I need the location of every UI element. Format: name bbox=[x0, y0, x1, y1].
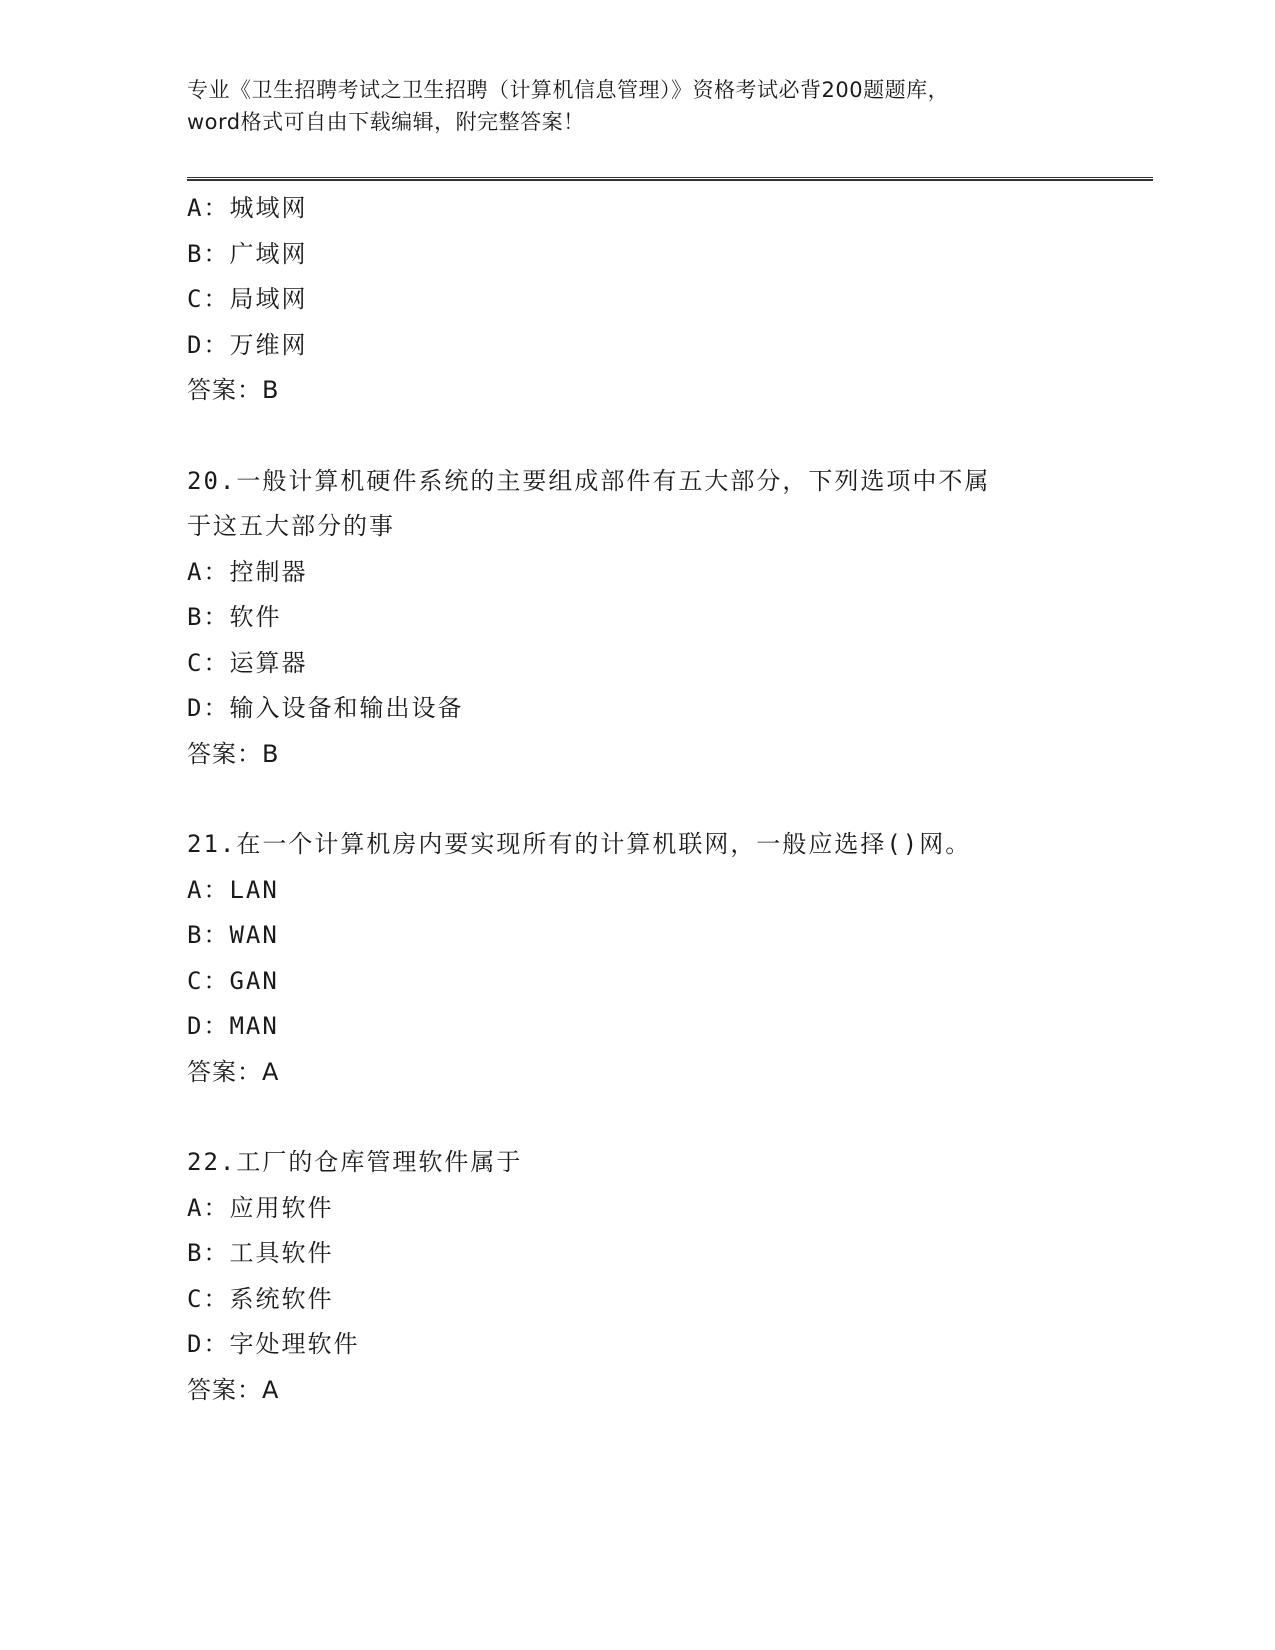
option-a: A：控制器 bbox=[187, 557, 308, 586]
option-d: D：MAN bbox=[187, 1012, 279, 1040]
block-spacer bbox=[187, 777, 1117, 822]
answer-line: 答案：B bbox=[187, 376, 280, 404]
question-text: 21.在一个计算机房内要实现所有的计算机联网，一般应选择()网。 bbox=[187, 830, 972, 858]
question-text: 于这五大部分的事 bbox=[187, 512, 395, 540]
option-b: B：广域网 bbox=[187, 239, 308, 268]
option-c: C：运算器 bbox=[187, 648, 308, 677]
question-text: 22.工厂的仓库管理软件属于 bbox=[187, 1148, 523, 1176]
header-line-2: word格式可自由下载编辑，附完整答案！ bbox=[187, 110, 585, 134]
option-b: B：WAN bbox=[187, 921, 279, 949]
answer-line: 答案：A bbox=[187, 1057, 280, 1086]
header-line-1: 专业《卫生招聘考试之卫生招聘（计算机信息管理）》资格考试必背200题题库， bbox=[187, 78, 950, 102]
question-block bbox=[187, 459, 1117, 778]
document-header bbox=[187, 74, 1087, 138]
block-spacer bbox=[187, 1095, 1117, 1140]
header-divider bbox=[187, 177, 1153, 181]
answer-line: 答案：A bbox=[187, 1375, 280, 1404]
option-c: C：系统软件 bbox=[187, 1284, 334, 1313]
option-d: D：输入设备和输出设备 bbox=[187, 694, 464, 722]
option-d: D：万维网 bbox=[187, 330, 308, 359]
option-a: A：LAN bbox=[187, 875, 279, 904]
option-c: C：GAN bbox=[187, 966, 279, 995]
question-list bbox=[187, 186, 1117, 1413]
block-spacer bbox=[187, 414, 1117, 459]
question-block bbox=[187, 822, 1117, 1095]
option-b: B：软件 bbox=[187, 603, 282, 631]
option-a: A：城域网 bbox=[187, 194, 308, 222]
option-b: B：工具软件 bbox=[187, 1239, 334, 1267]
option-d: D：字处理软件 bbox=[187, 1330, 360, 1358]
question-block bbox=[187, 1140, 1117, 1413]
option-a: A：应用软件 bbox=[187, 1193, 334, 1222]
question-block bbox=[187, 186, 1117, 414]
option-c: C：局域网 bbox=[187, 285, 308, 313]
question-text: 20.一般计算机硬件系统的主要组成部件有五大部分，下列选项中不属 bbox=[187, 466, 991, 495]
answer-line: 答案：B bbox=[187, 739, 280, 768]
